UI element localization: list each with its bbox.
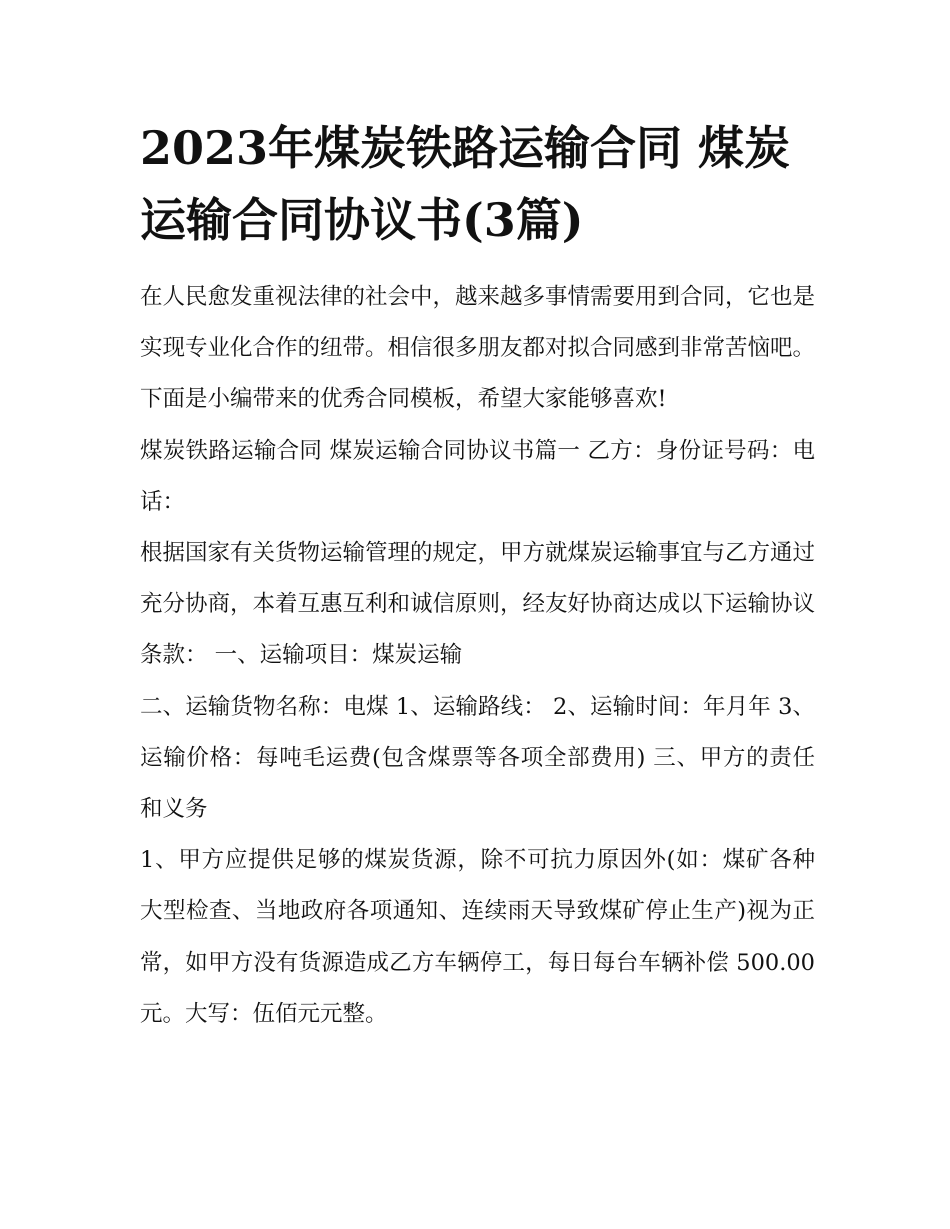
document-body [140,272,815,1040]
document-content [140,112,815,1040]
paragraph-party-a-duty: 1、甲方应提供足够的煤炭货源，除不可抗力原因外(如：煤矿各种大型检查、当地政府各项通知、连续雨天导致煤矿停止生产)视为正常，如甲方没有货源造成乙方车辆停工，每日每台车辆补偿 500.00 元。大写：伍佰元元整。 [140,847,815,1027]
paragraph-transport-terms: 二、运输货物名称：电煤 1、运输路线： 2、运输时间：年月年 3、运输价格：每吨毛运费(包含煤票等各项全部费用) 三、甲方的责任和义务 [140,693,815,823]
paragraph-agreement: 根据国家有关货物运输管理的规定，甲方就煤炭运输事宜与乙方通过充分协商，本着互惠互利和诚信原则，经友好协商达成以下运输协议条款： 一、运输项目：煤炭运输 [140,540,816,669]
paragraph-contract-heading: 煤炭铁路运输合同 煤炭运输合同协议书篇一 乙方：身份证号码：电话： [140,437,815,515]
paragraph-intro: 在人民愈发重视法律的社会中，越来越多事情需要用到合同，它也是实现专业化合作的纽带。相信很多朋友都对拟合同感到非常苦恼吧。下面是小编带来的优秀合同模板，希望大家能够喜欢! [140,284,816,413]
document-title: 2023年煤炭铁路运输合同 煤炭运输合同协议书(3篇) [140,121,791,247]
